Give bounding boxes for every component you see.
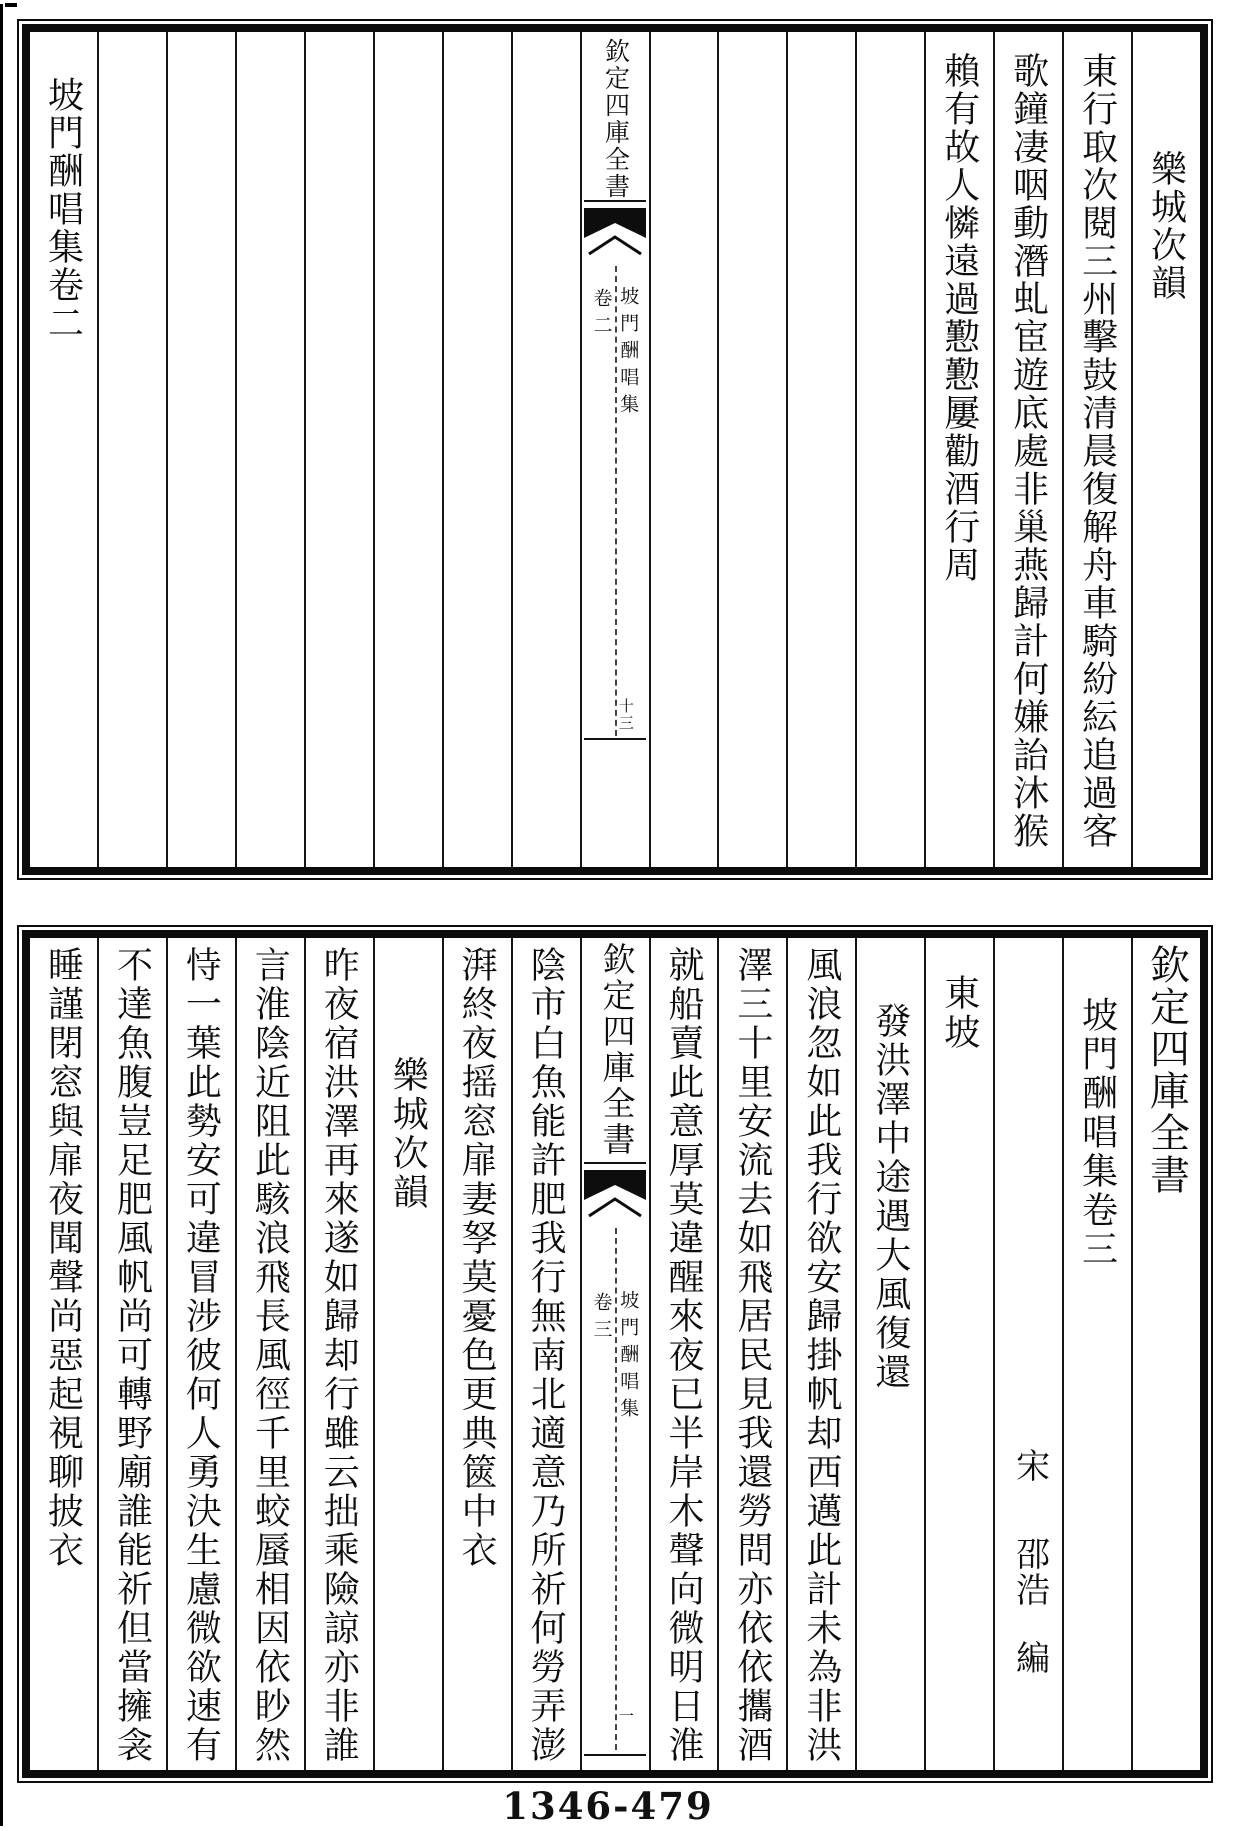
- poem-title-column: [373, 938, 442, 1770]
- text-column: [442, 938, 511, 1770]
- edition-header: 欽定四庫全書: [1144, 944, 1190, 1196]
- editor-dynasty: 宋: [1010, 1448, 1048, 1484]
- empty-column: [304, 32, 373, 867]
- empty-column: [97, 32, 166, 867]
- text-column: [235, 938, 304, 1770]
- poem-title: 樂城次韻: [388, 1056, 429, 1212]
- scan-corner-mark: [5, 3, 17, 7]
- spine-volume-label: 卷二: [590, 288, 612, 342]
- empty-column: [649, 32, 718, 867]
- spine-column: [580, 32, 649, 867]
- text-column: [924, 32, 993, 867]
- text-column: [649, 938, 718, 1770]
- text-column: [1062, 32, 1131, 867]
- editor-name: 邵浩: [1010, 1536, 1048, 1608]
- spine-rule: [584, 200, 647, 202]
- poem-line: 風浪忽如此我行欲安歸掛帆却西邁此計未為非洪: [801, 946, 842, 1765]
- poem-line: 睡謹閉窓與扉夜聞聲尚惡起視聊披衣: [43, 946, 84, 1570]
- editor-role: 編: [1010, 1640, 1048, 1676]
- spine-folio-number: 一: [616, 1708, 633, 1726]
- spine-folio-number: 十三: [616, 698, 633, 732]
- edition-header-column: [1131, 938, 1200, 1770]
- volume-title: 坡門酬唱集卷三: [1077, 996, 1118, 1269]
- text-column: [97, 938, 166, 1770]
- poem-line: 湃終夜摇窓扉妻孥莫憂色更典篋中衣: [457, 946, 498, 1570]
- poem-line: 恃一葉此勢安可違冒涉彼何人勇決生慮微欲速有: [181, 946, 222, 1765]
- volume-title-column: [1062, 938, 1131, 1770]
- empty-column: [166, 32, 235, 867]
- text-column: [166, 938, 235, 1770]
- empty-column: [855, 32, 924, 867]
- poem-line: 言淮陰近阻此駭浪飛長風徑千里蛟蜃相因依眇然: [250, 946, 291, 1765]
- spine-edition-title: 欽定四庫全書: [597, 942, 634, 1158]
- poem-line: 歌鐘凄咽動潛虬宦遊底處非巢燕歸計何嫌詒沐猴: [1008, 52, 1049, 850]
- spine-volume-label: 卷三: [590, 1292, 612, 1346]
- catalog-number: 1346-479: [502, 1784, 714, 1828]
- empty-column: [373, 32, 442, 867]
- editor-column: [993, 938, 1062, 1770]
- bottom-folio-frame: [22, 930, 1208, 1778]
- fishtail-icon: [584, 208, 646, 258]
- poem-line: 賴有故人憐遠過懃懃屢勸酒行周: [939, 52, 980, 584]
- top-folio-frame: [22, 24, 1208, 875]
- poem-line: 陰市白魚能許肥我行無南北適意乃所祈何勞弄澎: [526, 946, 567, 1765]
- text-column: [993, 32, 1062, 867]
- spine-book-label: 坡門酬唱集: [617, 1290, 639, 1425]
- volume-title-column: [30, 32, 97, 867]
- empty-column: [442, 32, 511, 867]
- text-column: [511, 938, 580, 1770]
- poem-line: 不達魚腹豈足肥風帆尚可轉野廟誰能祈但當擁衾: [112, 946, 153, 1765]
- poem-line: 昨夜宿洪澤再來遂如歸却行雖云拙乘險諒亦非誰: [319, 946, 360, 1765]
- spine-rule: [584, 1162, 647, 1164]
- author-name: 東坡: [939, 974, 980, 1052]
- poem-title-column: [855, 938, 924, 1770]
- spine-column: [580, 938, 649, 1770]
- author-column: [924, 938, 993, 1770]
- volume-title: 坡門酬唱集卷二: [43, 76, 84, 342]
- scan-edge-shadow: [0, 4, 3, 1826]
- fishtail-icon: [584, 1170, 646, 1220]
- spine-edition-title: 欽定四庫全書: [601, 38, 629, 200]
- poem-line: 就船賣此意厚莫違醒來夜已半岸木聲向微明日淮: [663, 946, 704, 1765]
- empty-column: [511, 32, 580, 867]
- empty-column: [717, 32, 786, 867]
- poem-line: 東行取次閱三州擊鼓清晨復解舟車騎紛紜追過客: [1077, 52, 1118, 850]
- poem-line: 澤三十里安流去如飛居民見我還勞問亦依依攜酒: [732, 946, 773, 1765]
- spine-book-label: 坡門酬唱集: [617, 286, 639, 421]
- text-column: [30, 938, 97, 1770]
- spine-rule: [584, 738, 647, 740]
- text-column: [786, 938, 855, 1770]
- text-column: [717, 938, 786, 1770]
- spine-rule: [584, 1754, 647, 1756]
- poem-title-column: [1131, 32, 1200, 867]
- empty-column: [235, 32, 304, 867]
- poem-title: 樂城次韻: [1146, 150, 1187, 302]
- text-column: [304, 938, 373, 1770]
- empty-column: [786, 32, 855, 867]
- poem-title: 發洪澤中途遇大風復還: [870, 1002, 911, 1392]
